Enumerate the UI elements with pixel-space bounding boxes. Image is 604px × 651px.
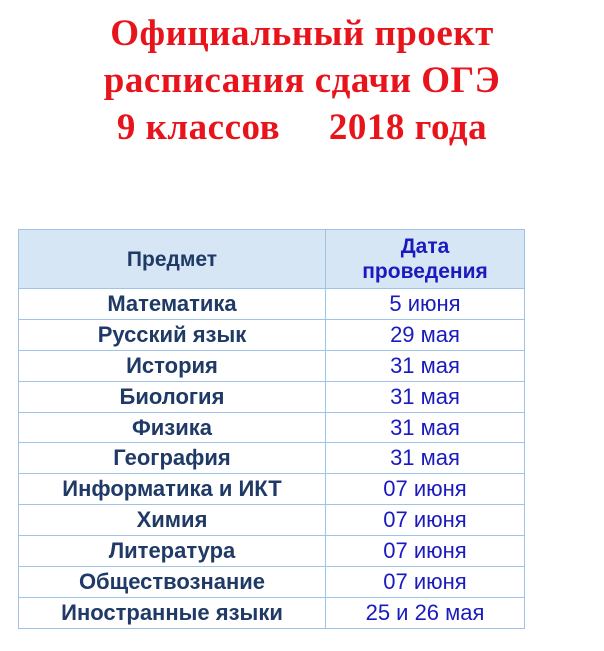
date-cell: 31 мая: [326, 350, 525, 381]
table-row: [19, 412, 525, 443]
table-row: [19, 536, 525, 567]
date-cell: 07 июня: [326, 505, 525, 536]
table-header-row: [19, 230, 525, 289]
table-row: [19, 289, 525, 320]
date-cell: 31 мая: [326, 381, 525, 412]
date-cell: 31 мая: [326, 443, 525, 474]
page-title: [0, 10, 604, 151]
date-column-header: [326, 230, 525, 289]
subject-cell: География: [19, 443, 326, 474]
subject-cell: Обществознание: [19, 567, 326, 598]
schedule-table-container: [18, 229, 524, 628]
subject-cell: Математика: [19, 289, 326, 320]
subject-cell: Информатика и ИКТ: [19, 474, 326, 505]
subject-cell: Биология: [19, 381, 326, 412]
table-row: [19, 443, 525, 474]
table-row: [19, 597, 525, 628]
title-line-1: Официальный проект: [110, 13, 494, 54]
schedule-table: [18, 229, 525, 629]
date-cell: 31 мая: [326, 412, 525, 443]
subject-cell: Физика: [19, 412, 326, 443]
table-row: [19, 474, 525, 505]
table-row: [19, 567, 525, 598]
title-line-3: 9 классов 2018 года: [116, 107, 488, 148]
date-cell: 07 июня: [326, 567, 525, 598]
date-cell: 25 и 26 мая: [326, 597, 525, 628]
date-cell: 07 июня: [326, 474, 525, 505]
date-header-line-1: Дата: [400, 235, 450, 258]
table-row: [19, 319, 525, 350]
table-row: [19, 350, 525, 381]
subject-cell: Иностранные языки: [19, 597, 326, 628]
subject-cell: Литература: [19, 536, 326, 567]
subject-cell: История: [19, 350, 326, 381]
date-cell: 5 июня: [326, 289, 525, 320]
subject-column-header: Предмет: [19, 230, 326, 289]
date-cell: 07 июня: [326, 536, 525, 567]
table-row: [19, 505, 525, 536]
title-line-2: расписания сдачи ОГЭ: [103, 60, 501, 101]
date-header-line-2: проведения: [362, 260, 488, 283]
subject-cell: Русский язык: [19, 319, 326, 350]
subject-cell: Химия: [19, 505, 326, 536]
table-row: [19, 381, 525, 412]
date-cell: 29 мая: [326, 319, 525, 350]
